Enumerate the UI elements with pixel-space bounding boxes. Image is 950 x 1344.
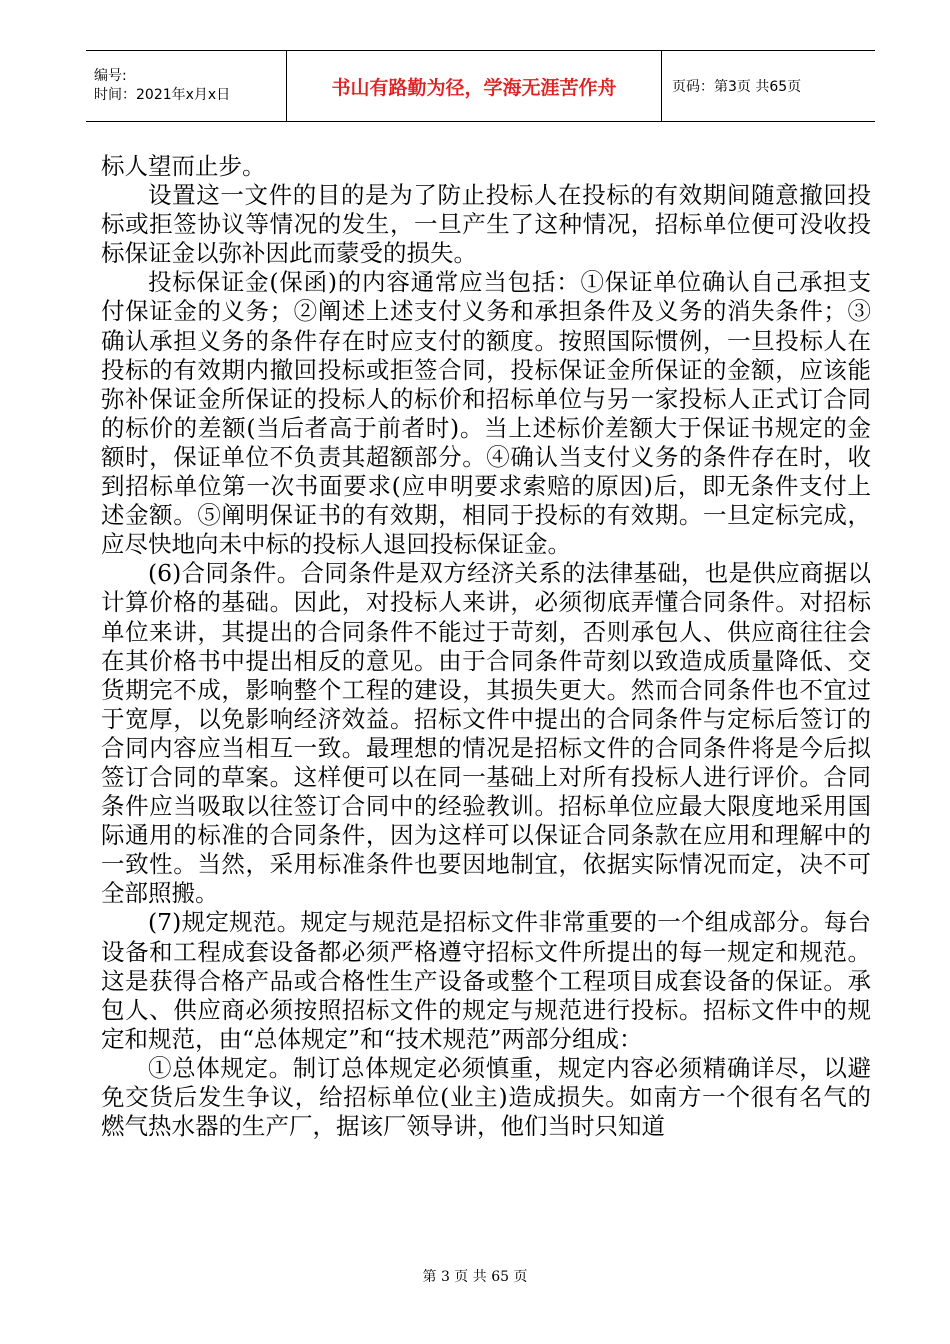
document-body: [101, 152, 871, 1141]
header-meta: [86, 51, 286, 121]
paragraph-2: 设置这一文件的目的是为了防止投标人在投标的有效期间随意撤回投标或拒签协议等情况的发生，一旦产生了这种情况，招标单位便可没收投标保证金以弥补因此而蒙受的损失。: [101, 181, 871, 268]
paragraph-1: 标人望而止步。: [101, 152, 266, 180]
page-header: [86, 50, 875, 122]
paragraph-3: 投标保证金(保函)的内容通常应当包括：①保证单位确认自己承担支付保证金的义务；②阐述上述支付义务和承担条件及义务的消失条件；③确认承担义务的条件存在时应支付的额度。按照国际惯例，一旦投标人在投标的有效期内撤回投标或拒签合同，投标保证金所保证的金额，应该能弥补保证金所保证的投标人的标价和招标单位与另一家投标人正式订合同的标价的差额(当后者高于前者时)。当上述标价差额大于保证书规定的金额时，保证单位不负责其超额部分。④确认当支付义务的条件存在时，收到招标单位第一次书面要求(应申明要求索赔的原因)后，即无条件支付上述金额。⑤阐明保证书的有效期，相同于投标的有效期。一旦定标完成，应尽快地向未中标的投标人退回投标保证金。: [101, 268, 871, 559]
paragraph-5: (7)规定规范。规定与规范是招标文件非常重要的一个组成部分。每台设备和工程成套设备都必须严格遵守招标文件所提出的每一规定和规范。这是获得合格产品或合格性生产设备或整个工程项目成套设备的保证。承包人、供应商必须按照招标文件的规定与规范进行投标。招标文件中的规定和规范，由“总体规定”和“技术规范”两部分组成：: [101, 908, 871, 1053]
paragraph-4: (6)合同条件。合同条件是双方经济关系的法律基础，也是供应商据以计算价格的基础。因此，对投标人来讲，必须彻底弄懂合同条件。对招标单位来讲，其提出的合同条件不能过于苛刻，否则承包人、供应商往往会在其价格书中提出相反的意见。由于合同条件苛刻以致造成质量降低、交货期完不成，影响整个工程的建设，其损失更大。然而合同条件也不宜过于宽厚，以免影响经济效益。招标文件中提出的合同条件与定标后签订的合同内容应当相互一致。最理想的情况是招标文件的合同条件将是今后拟签订合同的草案。这样便可以在同一基础上对所有投标人进行评价。合同条件应当吸取以往签订合同中的经验教训。招标单位应最大限度地采用国际通用的标准的合同条件，因为这样可以保证合同条款在应用和理解中的一致性。当然，采用标准条件也要因地制宜，依据实际情况而定，决不可全部照搬。: [101, 559, 871, 908]
header-page-info: 页码：第3页 共65页: [672, 79, 802, 95]
serial-label: 编号:: [94, 68, 127, 84]
paragraph-6: ①总体规定。制订总体规定必须慎重，规定内容必须精确详尽，以避免交货后发生争议，给招标单位(业主)造成损失。如南方一个很有名气的燃气热水器的生产厂，据该厂领导讲，他们当时只知道: [101, 1053, 871, 1141]
page-footer: 第 3 页 共 65 页: [422, 1269, 528, 1285]
time-label: 时间：2021年x月x日: [94, 87, 231, 103]
header-motto: 书山有路勤为径，学海无涯苦作舟: [286, 51, 662, 121]
